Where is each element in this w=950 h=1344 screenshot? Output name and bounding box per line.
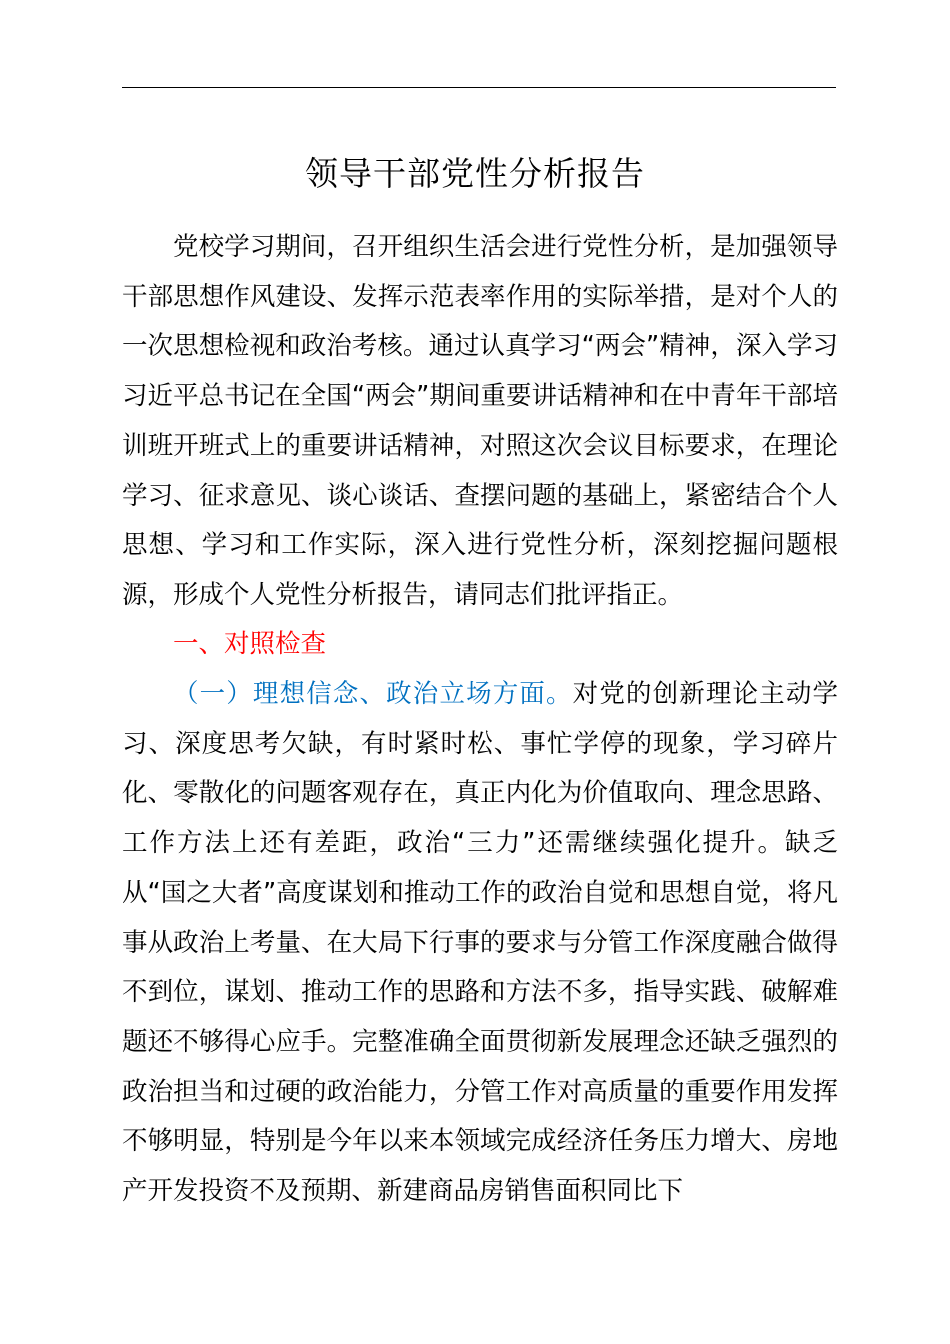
document-title: 领导干部党性分析报告 [305, 154, 645, 193]
subsection-paragraph [122, 670, 838, 1217]
subsection-heading: （一）理想信念、政治立场方面。 [173, 679, 573, 709]
subsection-body: 对党的创新理论主动学习、深度思考欠缺，有时紧时松、事忙学停的现象，学习碎片化、零散化的问题客观存在，真正内化为价值取向、理念思路、工作方法上还有差距，政治“三力”还需继续强化提升。缺乏从“国之大者”高度谋划和推动工作的政治自觉和思想自觉，将凡事从政治上考量、在大局下行事的要求与分管工作深度融合做得不到位，谋划、推动工作的思路和方法不多，指导实践、破解难题还不够得心应手。完整准确全面贯彻新发展理念还缺乏强烈的政治担当和过硬的政治能力，分管工作对高质量的重要作用发挥不够明显，特别是今年以来本领域完成经济任务压力增大、房地产开发投资不及预期、新建商品房销售面积同比下 [122, 679, 838, 1207]
intro-paragraph: 党校学习期间，召开组织生活会进行党性分析，是加强领导干部思想作风建设、发挥示范表率作用的实际举措，是对个人的一次思想检视和政治考核。通过认真学习“两会”精神，深入学习习近平总书记在全国“两会”期间重要讲话精神和在中青年干部培训班开班式上的重要讲话精神，对照这次会议目标要求，在理论学习、征求意见、谈心谈话、查摆问题的基础上，紧密结合个人思想、学习和工作实际，深入进行党性分析，深刻挖掘问题根源，形成个人党性分析报告，请同志们批评指正。 [122, 232, 838, 610]
header-rule [122, 87, 836, 88]
section-heading: 一、对照检查 [173, 629, 327, 659]
